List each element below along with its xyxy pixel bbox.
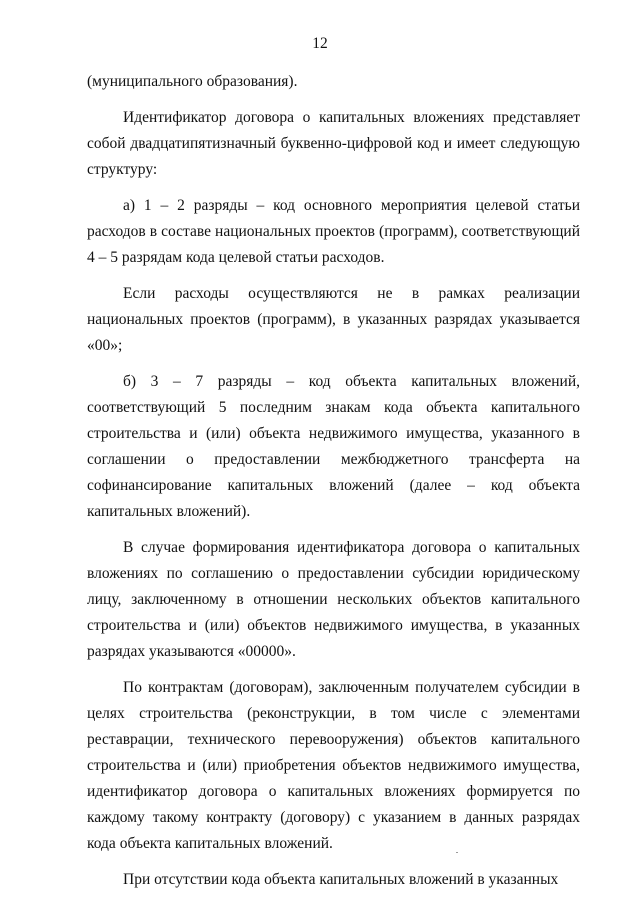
document-body <box>87 69 580 893</box>
paragraph-contracts: По контрактам (договорам), заключенным получателем субсидии в целях строительства (реконструкции, в том числе с элементами реставрации, технического перевооружения) объектов капитального строительства и (или) приобретения объектов недвижимого имущества, идентификатор договора о капитальных вложениях формируется по каждому такому контракту (договору) с указанием в данных разрядах кода объекта капитальных вложений. <box>87 679 580 852</box>
scan-artifact-dot <box>456 852 458 853</box>
paragraph-item-a: а) 1 – 2 разряды – код основного мероприятия целевой статьи расходов в составе национальных проектов (программ), соответствующий 4 – 5 разрядам кода целевой статьи расходов. <box>87 197 580 266</box>
paragraph-item-b: б) 3 – 7 разряды – код объекта капитальных вложений, соответствующий 5 последним знакам кода объекта капитального строительства и (или) объекта недвижимого имущества, указанного в соглашении о предоставлении межбюджетного трансферта на софинансирование капитальных вложений (далее – код объекта капитальных вложений). <box>87 373 580 520</box>
paragraph-national-projects-note: Если расходы осуществляются не в рамках реализации национальных проектов (программ), в указанных разрядах указывается «00»; <box>87 285 580 354</box>
paragraph-multiple-objects-case: В случае формирования идентификатора договора о капитальных вложениях по соглашению о предоставлении субсидии юридическому лицу, заключенному в отношении нескольких объектов капитального строительства и (или) объектов недвижимого имущества, в указанных разрядах указываются «00000». <box>87 539 580 660</box>
page-number: 12 <box>312 35 328 52</box>
paragraph-missing-code: При отсутствии кода объекта капитальных вложений в указанных <box>123 871 559 888</box>
paragraph-identifier-structure: Идентификатор договора о капитальных вложениях представляет собой двадцатипятизначный буквенно-цифровой код и имеет следующую структуру: <box>87 109 580 178</box>
paragraph-municipal-continuation: (муниципального образования). <box>87 73 298 90</box>
